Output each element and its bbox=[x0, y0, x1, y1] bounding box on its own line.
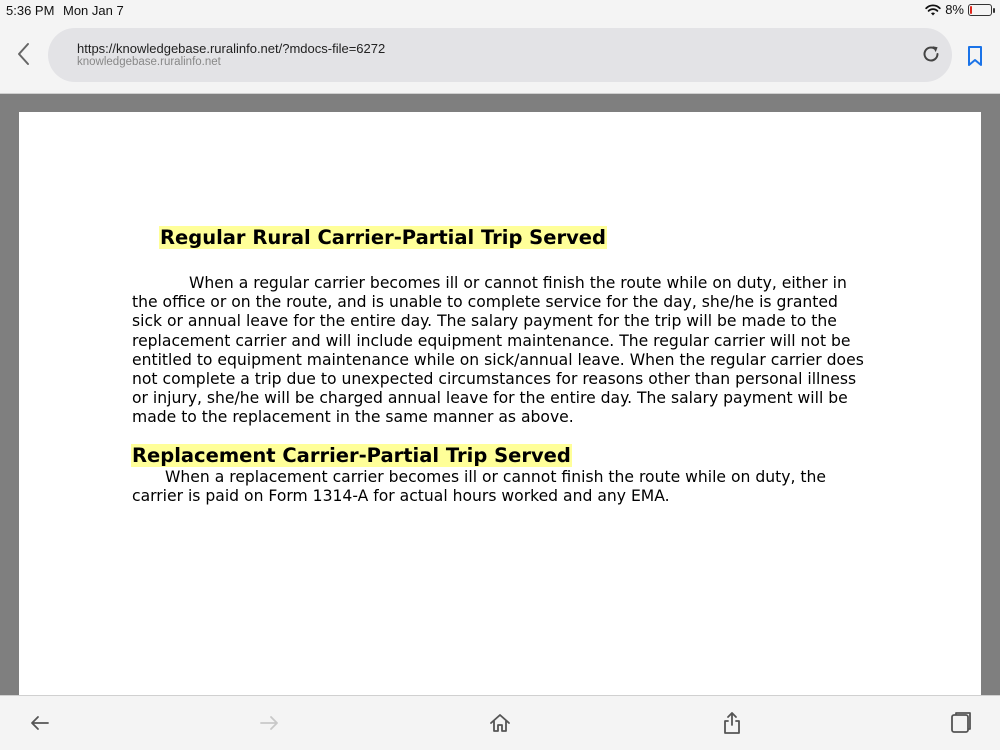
status-bar bbox=[0, 0, 1000, 22]
address-bar[interactable] bbox=[48, 28, 952, 82]
forward-arrow-icon[interactable] bbox=[256, 710, 282, 736]
back-arrow-icon[interactable] bbox=[27, 710, 53, 736]
paragraph-text: When a replacement carrier becomes ill or cannot finish the route while on duty, the carrier is paid on Form 1314-A for actual hours worked and any EMA. bbox=[132, 468, 826, 506]
url-domain: knowledgebase.ruralinfo.net bbox=[77, 56, 221, 68]
document-page bbox=[19, 112, 981, 700]
bottom-toolbar bbox=[0, 695, 1000, 750]
reload-icon[interactable] bbox=[920, 43, 942, 65]
battery-icon bbox=[968, 4, 992, 16]
paragraph-text: When a regular carrier becomes ill or cannot finish the route while on duty, either in the office or on the route, and is unable to complete service for the day, she/he is granted sick or annual leave for the entire day. The salary payment for the trip will be made to the replacement carrier and will include equipment maintenance. The regular carrier will not be entitled to equipment maintenance while on sick/annual leave. When the regular carrier does not complete a trip due to unexpected circumstances for reasons other than personal illness or injury, she/he will be charged annual leave for the entire day. The salary payment will be made to the replacement in the same manner as above. bbox=[132, 274, 864, 427]
chevron-left-icon[interactable] bbox=[12, 40, 34, 68]
heading-text: Replacement Carrier-Partial Trip Served bbox=[132, 444, 571, 467]
section-heading-regular-carrier bbox=[159, 226, 607, 250]
status-date: Mon Jan 7 bbox=[63, 3, 124, 18]
browser-toolbar bbox=[0, 22, 1000, 94]
paragraph-regular-carrier bbox=[132, 274, 872, 428]
battery-percent: 8% bbox=[945, 2, 964, 17]
section-heading-replacement-carrier bbox=[131, 444, 572, 468]
wifi-icon bbox=[925, 3, 941, 17]
status-time: 5:36 PM bbox=[6, 3, 55, 18]
home-icon[interactable] bbox=[487, 710, 513, 736]
url-text: https://knowledgebase.ruralinfo.net/?mdocs-file=6272 bbox=[77, 41, 386, 56]
tabs-icon[interactable] bbox=[948, 710, 974, 736]
battery-level bbox=[970, 6, 972, 14]
share-icon[interactable] bbox=[719, 710, 745, 736]
bookmark-icon[interactable] bbox=[966, 45, 984, 67]
status-indicators bbox=[925, 2, 992, 17]
heading-text: Regular Rural Carrier-Partial Trip Served bbox=[160, 226, 606, 249]
paragraph-replacement-carrier bbox=[132, 468, 872, 506]
